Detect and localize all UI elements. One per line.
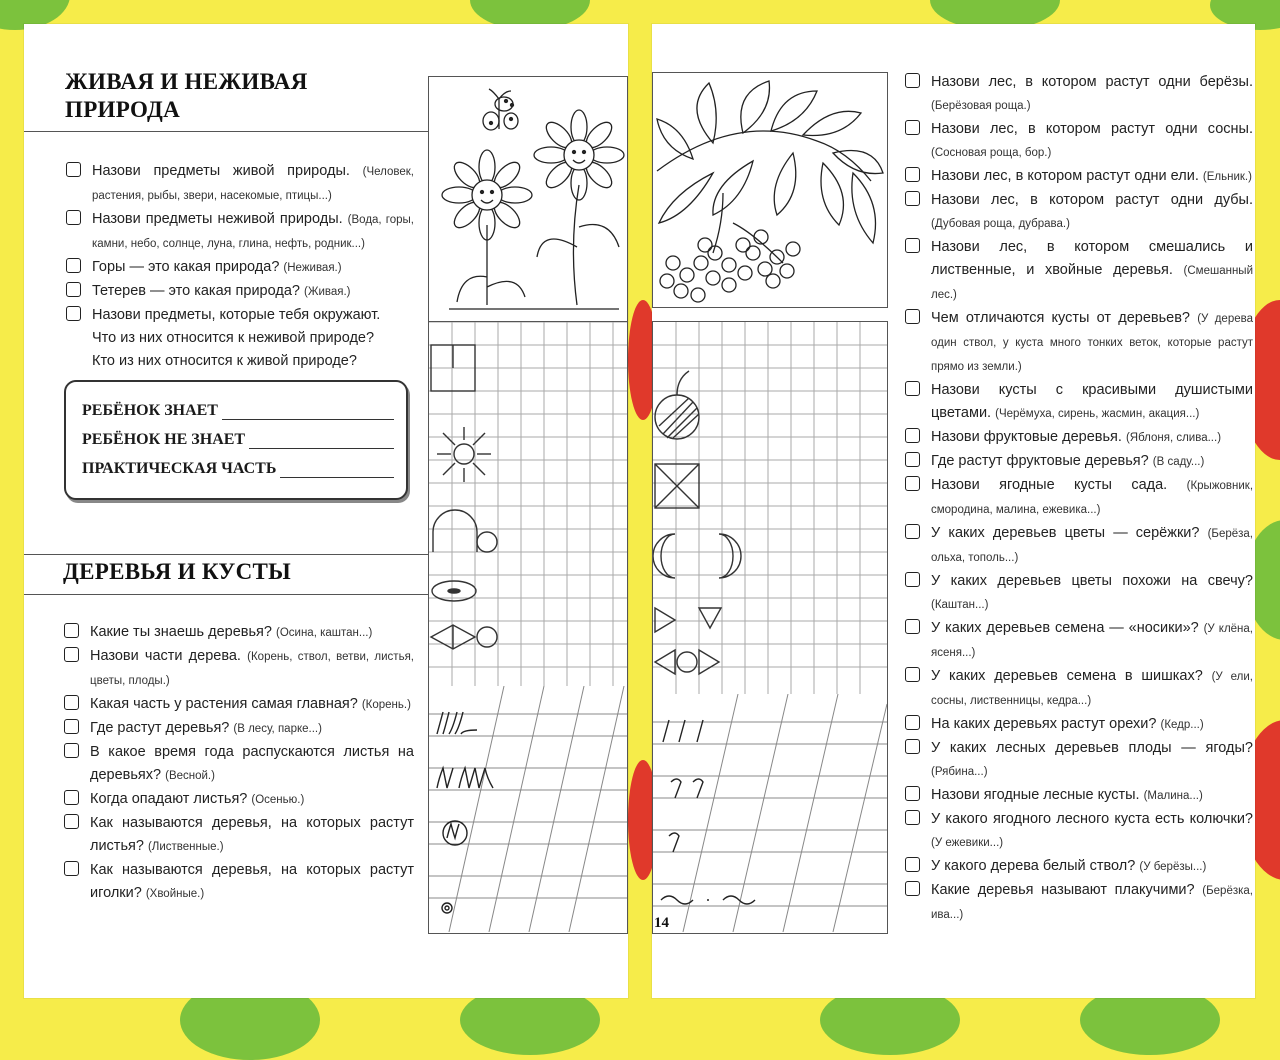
left-page [24, 24, 628, 998]
question-text: Назови кусты с красивыми душистыми цветами. [931, 382, 1253, 421]
answer-hint: (Ельник.) [1202, 171, 1252, 183]
question-text: У какого дерева белый ствол? [931, 858, 1136, 874]
checkbox[interactable] [905, 667, 920, 682]
assessment-label: РЕБЁНОК НЕ ЗНАЕТ [82, 431, 246, 448]
answer-hint: (У берёзы...) [1139, 861, 1207, 873]
question-text: Назови предметы неживой природы. [92, 211, 343, 227]
answer-hint: (Черёмуха, сирень, жасмин, акация...) [995, 408, 1200, 420]
question-item [64, 256, 414, 280]
question-item [903, 713, 1253, 737]
question-subline: Кто из них относится к живой природе? [92, 353, 357, 369]
answer-hint: (Весной.) [165, 770, 215, 782]
divider [24, 554, 428, 555]
checkbox[interactable] [905, 715, 920, 730]
question-item [903, 522, 1253, 570]
right-page [652, 24, 1255, 998]
question-item [903, 474, 1253, 522]
question-item [903, 737, 1253, 784]
handwriting-panel [652, 694, 888, 934]
question-item [903, 71, 1253, 118]
answer-hint: (Живая.) [304, 286, 351, 298]
checkbox[interactable] [905, 120, 920, 135]
answer-hint: (Каштан...) [931, 599, 989, 611]
answer-hint: (Человек, растения, рыбы, звери, насекомые, птицы...) [92, 166, 414, 202]
question-item [903, 307, 1253, 379]
section-title-trees-and-bushes: ДЕРЕВЬЯ И КУСТЫ [63, 559, 292, 584]
question-text: У каких деревьев семена в шишках? [931, 668, 1203, 684]
answer-hint: (Берёзовая роща.) [931, 100, 1031, 112]
checkbox[interactable] [905, 572, 920, 587]
checkbox[interactable] [905, 619, 920, 634]
answer-hint: (В лесу, парке...) [233, 723, 322, 735]
question-item [64, 304, 414, 373]
checkbox[interactable] [905, 191, 920, 206]
answer-hint: (Крыжовник, смородина, малина, ежевика...) [931, 480, 1254, 516]
divider [24, 594, 428, 595]
checkbox[interactable] [66, 258, 81, 273]
checkbox[interactable] [64, 695, 79, 710]
question-item [62, 788, 414, 812]
question-text: У каких деревьев цветы похожи на свечу? [931, 573, 1253, 589]
checkbox[interactable] [64, 743, 79, 758]
question-text: В какое время года распускаются листья на деревьях? [90, 744, 414, 783]
flowers-illustration [429, 77, 627, 329]
question-list-living-nature [64, 160, 414, 373]
question-item [903, 379, 1253, 426]
question-text: Назови части дерева. [90, 648, 241, 664]
checkbox[interactable] [905, 739, 920, 754]
checkbox[interactable] [66, 282, 81, 297]
question-text: Назови лес, в котором растут одни берёзы. [931, 74, 1253, 90]
answer-hint: (Осина, каштан...) [276, 627, 373, 639]
checkbox[interactable] [64, 623, 79, 638]
divider [24, 131, 428, 132]
question-item [903, 450, 1253, 474]
checkbox[interactable] [905, 238, 920, 253]
answer-hint: (В саду...) [1152, 456, 1205, 468]
question-item [64, 208, 414, 256]
question-text: Где растут деревья? [90, 720, 230, 736]
answer-hint: (Смешанный лес.) [931, 265, 1253, 301]
question-item [903, 665, 1253, 713]
question-text: Назови фруктовые деревья. [931, 429, 1122, 445]
assessment-row-practical [82, 460, 394, 478]
question-text: На каких деревьях растут орехи? [931, 716, 1157, 732]
answer-hint: (Берёза, ольха, тополь...) [931, 528, 1254, 564]
question-item [62, 621, 414, 645]
question-item [62, 693, 414, 717]
question-text: Как называются деревья, на которых растут иголки? [90, 862, 414, 901]
assessment-label: РЕБЁНОК ЗНАЕТ [82, 402, 218, 419]
checkbox[interactable] [66, 162, 81, 177]
handwriting-lines [653, 694, 887, 932]
question-item [62, 812, 414, 859]
question-text: Назови предметы, которые тебя окружают. [92, 307, 381, 323]
checkbox[interactable] [905, 881, 920, 896]
answer-blank[interactable] [249, 434, 394, 449]
question-text: Назови ягодные кусты сада. [931, 477, 1168, 493]
question-text: Где растут фруктовые деревья? [931, 453, 1149, 469]
answer-hint: (Яблоня, слива...) [1125, 432, 1222, 444]
question-text: Чем отличаются кусты от деревьев? [931, 310, 1190, 326]
section-title-living-nature [65, 68, 308, 124]
answer-hint: (Сосновая роща, бор.) [931, 147, 1052, 159]
answer-hint: (Хвойные.) [145, 888, 205, 900]
rowan-illustration-panel [652, 72, 888, 308]
checkbox[interactable] [64, 861, 79, 876]
answer-hint: (Неживая.) [283, 262, 342, 274]
answer-hint: (У ежевики...) [931, 837, 1004, 849]
answer-hint: (Малина...) [1143, 790, 1203, 802]
checkbox[interactable] [64, 719, 79, 734]
checkbox[interactable] [905, 452, 920, 467]
answer-hint: (Рябина...) [931, 766, 988, 778]
checkbox[interactable] [905, 381, 920, 396]
question-list-forests [903, 71, 1253, 927]
drawing-grid [653, 322, 887, 698]
question-list-trees [62, 621, 414, 906]
question-item [903, 426, 1253, 450]
question-item [64, 160, 414, 208]
question-text: Какие деревья называют плакучими? [931, 882, 1195, 898]
question-item [903, 879, 1253, 927]
page-number: 14 [654, 915, 669, 931]
answer-blank[interactable] [280, 463, 394, 478]
checkbox[interactable] [64, 790, 79, 805]
question-item [903, 808, 1253, 855]
question-item [903, 570, 1253, 617]
question-text: Назови предметы живой природы. [92, 163, 350, 179]
drawing-grid-panel [652, 321, 888, 699]
answer-hint: (У дерева один ствол, у куста много тонких веток, которые растут прямо из земли.) [931, 313, 1253, 373]
title-line: ЖИВАЯ И НЕЖИВАЯ [65, 69, 308, 94]
question-subline: Что из них относится к неживой природе? [92, 330, 375, 346]
question-text: Какая часть у растения самая главная? [90, 696, 358, 712]
answer-hint: (Кедр...) [1160, 719, 1204, 731]
checkbox[interactable] [66, 210, 81, 225]
answer-hint: (Осенью.) [251, 794, 305, 806]
checkbox[interactable] [905, 786, 920, 801]
question-text: Назови лес, в котором растут одни ели. [931, 168, 1199, 184]
assessment-row-knows [82, 402, 394, 420]
answer-hint: (У клёна, ясеня...) [931, 623, 1253, 659]
drawing-grid [429, 322, 627, 690]
answer-hint: (Лиственные.) [147, 841, 224, 853]
checkbox[interactable] [905, 810, 920, 825]
question-text: Как называются деревья, на которых растут листья? [90, 815, 414, 854]
answer-hint: (Корень.) [361, 699, 411, 711]
question-item [903, 236, 1253, 307]
checkbox[interactable] [905, 857, 920, 872]
handwriting-lines [429, 686, 627, 932]
question-item [903, 784, 1253, 808]
question-text: У какого ягодного лесного куста есть колючки? [931, 811, 1253, 827]
checkbox[interactable] [905, 524, 920, 539]
checkbox[interactable] [66, 306, 81, 321]
question-item [903, 165, 1253, 189]
answer-hint: (Берёзка, ива...) [931, 885, 1253, 921]
question-text: У каких лесных деревьев плоды — ягоды? [931, 740, 1253, 756]
question-item [62, 741, 414, 788]
assessment-box [64, 380, 408, 500]
question-text: Назови лес, в котором растут одни дубы. [931, 192, 1253, 208]
question-item [62, 859, 414, 906]
title-line: ПРИРОДА [65, 97, 181, 122]
question-text: У каких деревьев семена — «носики»? [931, 620, 1199, 636]
checkbox[interactable] [905, 167, 920, 182]
question-item [62, 645, 414, 693]
question-item [903, 189, 1253, 236]
question-text: Горы — это какая природа? [92, 259, 280, 275]
question-text: Когда опадают листья? [90, 791, 248, 807]
rowan-branch-illustration [653, 73, 887, 307]
question-item [64, 280, 414, 304]
answer-hint: (Вода, горы, камни, небо, солнце, луна, глина, нефть, родник...) [92, 214, 414, 250]
assessment-label: ПРАКТИЧЕСКАЯ ЧАСТЬ [82, 460, 277, 477]
question-text: Назови лес, в котором смешались и лиственные, и хвойные деревья. [931, 239, 1253, 278]
checkbox[interactable] [905, 73, 920, 88]
checkbox[interactable] [905, 428, 920, 443]
assessment-row-not-knows [82, 431, 394, 449]
answer-hint: (У ели, сосны, лиственницы, кедра...) [931, 671, 1253, 707]
question-item [903, 855, 1253, 879]
answer-hint: (Дубовая роща, дубрава.) [931, 218, 1070, 230]
question-item [903, 617, 1253, 665]
answer-blank[interactable] [222, 405, 394, 420]
question-item [62, 717, 414, 741]
question-text: Тетерев — это какая природа? [92, 283, 300, 299]
question-text: Назови лес, в котором растут одни сосны. [931, 121, 1253, 137]
question-text: У каких деревьев цветы — серёжки? [931, 525, 1200, 541]
checkbox[interactable] [64, 647, 79, 662]
checkbox[interactable] [905, 476, 920, 491]
question-text: Какие ты знаешь деревья? [90, 624, 272, 640]
checkbox[interactable] [64, 814, 79, 829]
flower-illustration-panel [428, 76, 628, 330]
answer-hint: (Корень, ствол, ветви, листья, цветы, плоды.) [90, 651, 414, 687]
handwriting-panel [428, 686, 628, 934]
question-text: Назови ягодные лесные кусты. [931, 787, 1140, 803]
checkbox[interactable] [905, 309, 920, 324]
drawing-grid-panel [428, 321, 628, 691]
question-item [903, 118, 1253, 165]
